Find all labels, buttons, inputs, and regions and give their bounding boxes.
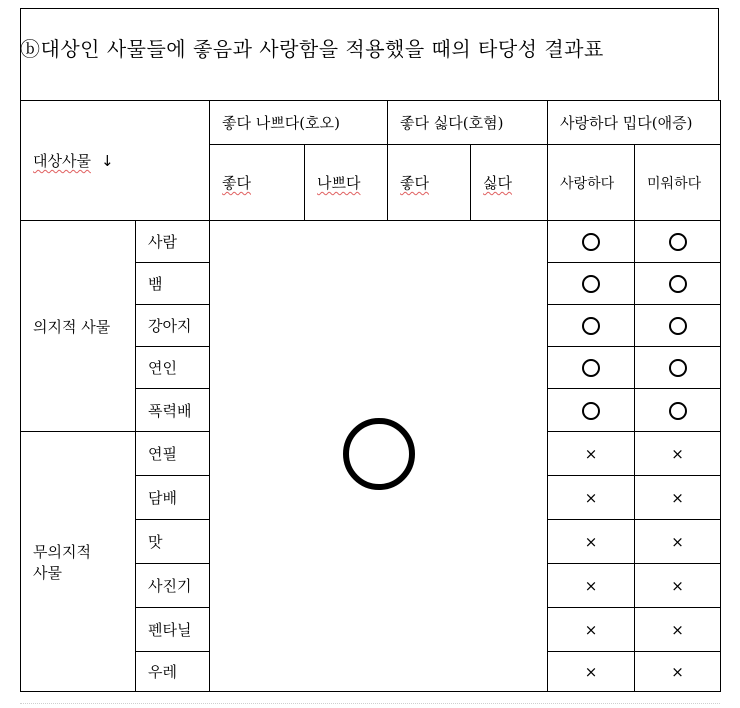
circle-mark: [582, 275, 600, 293]
page-edge-line: [20, 703, 720, 704]
circle-mark: [669, 359, 687, 377]
subheader-hate: 미워하다: [635, 145, 721, 221]
target-header-cell: [21, 101, 210, 221]
big-circle-mark: [343, 418, 415, 490]
merged-good-like-cell: [210, 221, 548, 692]
subheader-good-2: 좋다: [388, 145, 471, 221]
cross-mark: ×: [635, 432, 721, 476]
cross-mark: ×: [635, 520, 721, 564]
subheader-dislike: 싫다: [471, 145, 548, 221]
subheader-good-1: 좋다: [210, 145, 305, 221]
mark-cell: [548, 389, 635, 432]
target-header-label: 대상사물: [33, 152, 91, 170]
mark-cell: [548, 305, 635, 347]
cross-mark: ×: [548, 432, 635, 476]
circle-mark: [669, 402, 687, 420]
mark-cell: [635, 347, 721, 389]
cross-mark: ×: [548, 520, 635, 564]
mark-cell: [635, 263, 721, 305]
category-nonvolitional: 무의지적 사물: [21, 432, 136, 692]
item-row-label: 뱀: [136, 263, 210, 305]
group-header-good-bad: 좋다 나쁘다(호오): [210, 101, 388, 145]
circle-mark: [669, 317, 687, 335]
circle-mark: [582, 317, 600, 335]
mark-cell: [548, 347, 635, 389]
table-title: ⓑ대상인 사물들에 좋음과 사랑함을 적용했을 때의 타당성 결과표: [20, 37, 604, 61]
cross-mark: ×: [635, 476, 721, 520]
cross-mark: ×: [548, 564, 635, 608]
result-table: [20, 100, 721, 692]
down-arrow-icon: ↓: [100, 152, 114, 170]
item-row-label: 펜타닐: [136, 608, 210, 652]
cross-mark: ×: [548, 652, 635, 692]
item-row-label: 폭력배: [136, 389, 210, 432]
item-row-label: 우레: [136, 652, 210, 692]
item-row-label: 사진기: [136, 564, 210, 608]
cross-mark: ×: [548, 476, 635, 520]
circle-mark: [582, 402, 600, 420]
item-row-label: 맛: [136, 520, 210, 564]
item-row-label: 강아지: [136, 305, 210, 347]
cross-mark: ×: [635, 564, 721, 608]
item-row-label: 연인: [136, 347, 210, 389]
item-row-label: 사람: [136, 221, 210, 263]
mark-cell: [635, 305, 721, 347]
item-row-label: 담배: [136, 476, 210, 520]
mark-cell: [635, 389, 721, 432]
circle-mark: [669, 233, 687, 251]
circle-mark: [669, 275, 687, 293]
mark-cell: [548, 263, 635, 305]
group-header-like-dislike: 좋다 싫다(호혐): [388, 101, 548, 145]
group-header-love-hate: 사랑하다 밉다(애증): [548, 101, 721, 145]
circle-mark: [582, 233, 600, 251]
subheader-bad: 나쁘다: [305, 145, 388, 221]
cross-mark: ×: [635, 652, 721, 692]
category-volitional: 의지적 사물: [21, 221, 136, 432]
subheader-love: 사랑하다: [548, 145, 635, 221]
circle-mark: [582, 359, 600, 377]
mark-cell: [548, 221, 635, 263]
cross-mark: ×: [548, 608, 635, 652]
mark-cell: [635, 221, 721, 263]
item-row-label: 연필: [136, 432, 210, 476]
cross-mark: ×: [635, 608, 721, 652]
